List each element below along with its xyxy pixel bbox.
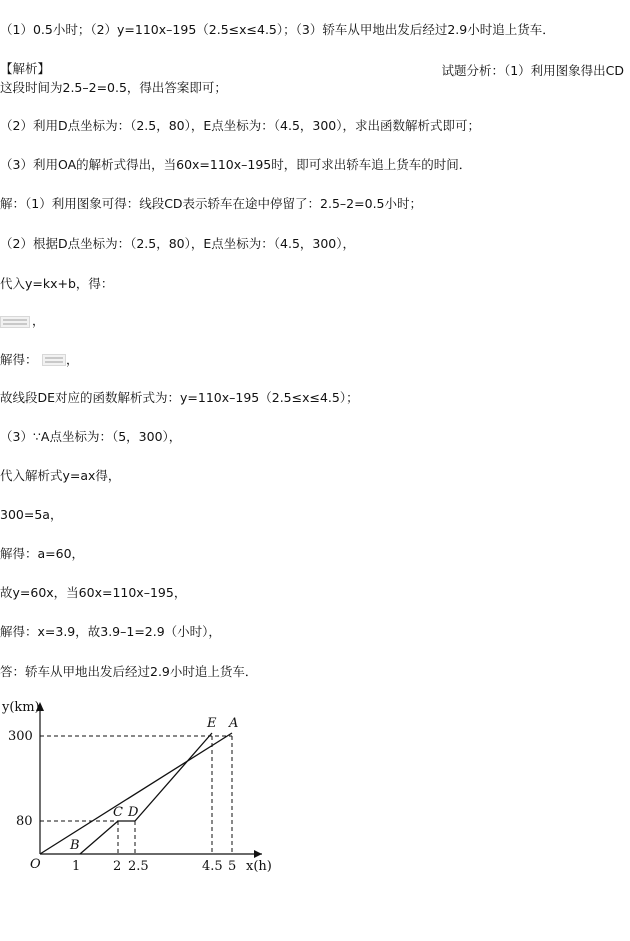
line-OA bbox=[40, 733, 232, 854]
point-D-label: D bbox=[128, 805, 139, 820]
comma-after-solution: ， bbox=[66, 352, 79, 367]
x-tick-2: 2 bbox=[113, 859, 122, 874]
answer-line: （1）0.5小时；（2）y=110x–195（2.5≤x≤4.5）；（3）轿车从甲地出发后经过2.9小时追上货车． bbox=[0, 22, 555, 37]
solution-line-3: 代入y=kx+b，得： bbox=[0, 276, 114, 291]
x-axis-label: x(h) bbox=[246, 859, 272, 874]
distance-time-graph bbox=[0, 696, 290, 896]
solution-tail-2: （3）∵A点坐标为：（5，300）， bbox=[0, 429, 182, 444]
solution-tail-3: 代入解析式y=ax得， bbox=[0, 468, 121, 483]
x-axis-arrow bbox=[254, 850, 262, 858]
y-axis-label: y(km) bbox=[2, 700, 40, 715]
section-title: 【解析】 bbox=[0, 61, 51, 76]
solution-tail-4: 300=5a， bbox=[0, 507, 63, 522]
x-tick-2-5: 2.5 bbox=[128, 859, 149, 874]
solution-tail-6: 故y=60x，当60x=110x–195， bbox=[0, 585, 187, 600]
y-tick-300: 300 bbox=[8, 729, 33, 744]
equation-system-image bbox=[0, 316, 30, 328]
analysis-step-1: 这段时间为2.5–2=0.5，得出答案即可； bbox=[0, 80, 227, 95]
analysis-step-3: （3）利用OA的解析式得出，当60x=110x–195时，即可求出轿车追上货车的时间． bbox=[0, 157, 472, 172]
origin-label: O bbox=[30, 857, 41, 872]
y-tick-80: 80 bbox=[16, 814, 33, 829]
analysis-lead: 试题分析：（1）利用图象得出CD bbox=[441, 63, 624, 78]
x-tick-4-5: 4.5 bbox=[202, 859, 223, 874]
comma-after-system: ， bbox=[32, 313, 45, 328]
final-answer: 答：轿车从甲地出发后经过2.9小时追上货车． bbox=[0, 664, 258, 679]
polyline-BCDE bbox=[80, 733, 212, 854]
solution-tail-1: 故线段DE对应的函数解析式为：y=110x–195（2.5≤x≤4.5）； bbox=[0, 390, 359, 405]
solution-line-1: 解：（1）利用图象可得：线段CD表示轿车在途中停留了：2.5–2=0.5小时； bbox=[0, 196, 422, 211]
point-B-label: B bbox=[70, 838, 80, 853]
point-E-label: E bbox=[207, 716, 217, 731]
solved-label: 解得： bbox=[0, 352, 38, 367]
analysis-step-2: （2）利用D点坐标为：（2.5，80），E点坐标为：（4.5，300），求出函数解析式即可； bbox=[0, 118, 481, 133]
point-C-label: C bbox=[113, 805, 123, 820]
x-tick-1: 1 bbox=[72, 859, 81, 874]
x-tick-5: 5 bbox=[228, 859, 237, 874]
solution-tail-7: 解得：x=3.9，故3.9–1=2.9（小时）， bbox=[0, 624, 221, 639]
point-A-label: A bbox=[229, 716, 239, 731]
solution-line-2: （2）根据D点坐标为：（2.5，80），E点坐标为：（4.5，300）， bbox=[0, 236, 355, 251]
solution-values-image bbox=[42, 354, 66, 366]
solution-tail-5: 解得：a=60， bbox=[0, 546, 85, 561]
